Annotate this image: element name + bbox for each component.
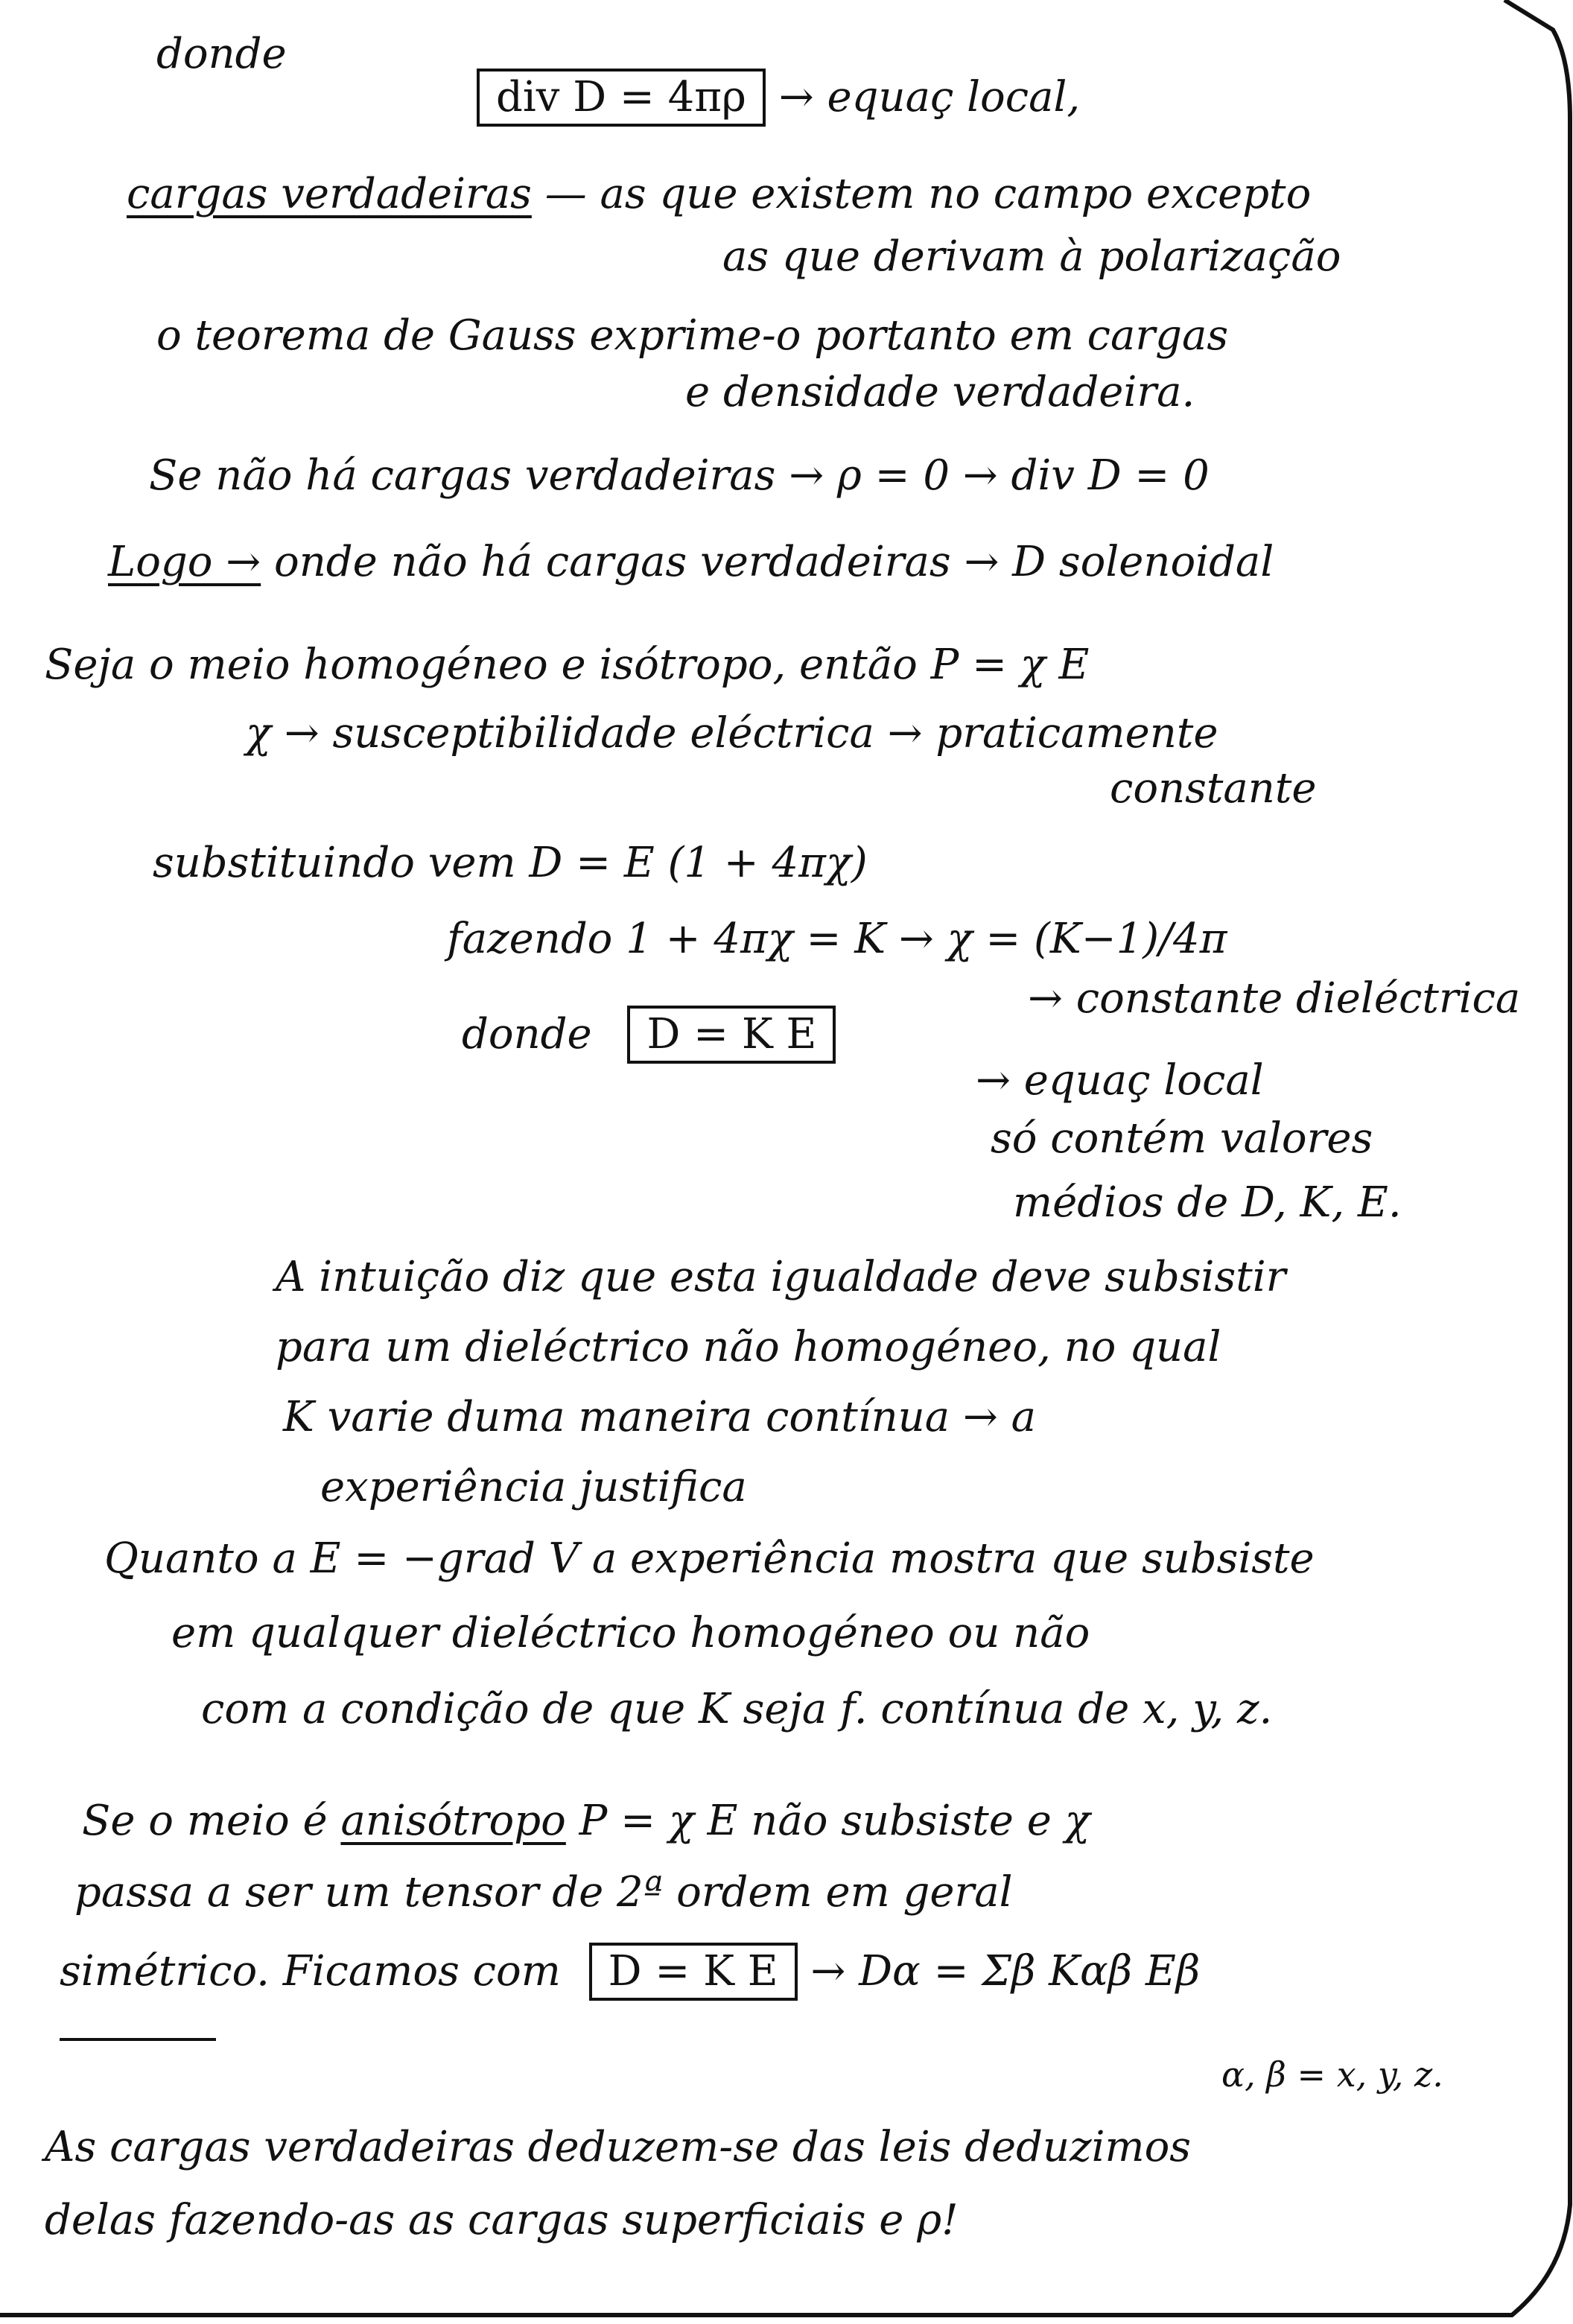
note-line-8 [108, 538, 1274, 587]
note-line-19: A intuição diz que esta igualdade deve subsistir [276, 1253, 1286, 1301]
note-line-3 [127, 170, 1311, 219]
note-text: — as que existem no campo excepto [544, 170, 1312, 218]
note-line-14: → constante dieléctrica [1028, 974, 1521, 1023]
note-line-16: → equaç local [976, 1056, 1264, 1105]
equation-box-d-k-e: D = K E [627, 1006, 836, 1064]
note-text-underlined: cargas verdadeiras [127, 170, 532, 218]
note-line-18: médios de D, K, E. [1013, 1178, 1402, 1227]
note-line-31: delas fazendo-as as cargas superficiais e ρ! [45, 2196, 959, 2244]
note-line-24: em qualquer dieléctrico homogéneo ou não [171, 1609, 1090, 1657]
note-line-13: fazendo 1 + 4πχ = K → χ = (K−1)/4π [447, 915, 1227, 963]
note-line-26 [82, 1797, 1090, 1846]
equation-box-d-k-e-2: D = K E [589, 1943, 798, 2001]
note-line-25: com a condição de que K seja f. contínua de x, y, z. [201, 1685, 1273, 1733]
note-line-22: experiência justifica [320, 1463, 747, 1511]
note-line-11: constante [1110, 764, 1317, 813]
note-line-9: Seja o meio homogéneo e isótropo, então P = χ E [45, 641, 1090, 689]
note-line-12: substituindo vem D = E (1 + 4πχ) [153, 839, 868, 887]
note-text: onde não há cargas verdadeiras → D solenoidal [274, 538, 1274, 586]
note-text: donde [462, 1010, 592, 1058]
note-text: P = χ E não subsiste e χ [579, 1797, 1090, 1845]
note-line-20: para um dieléctrico não homogéneo, no qual [276, 1323, 1221, 1371]
note-line-6: e densidade verdadeira. [685, 368, 1195, 416]
note-line-1: donde [156, 30, 287, 78]
note-text-underlined: anisótropo [340, 1797, 566, 1845]
note-line-4: as que derivam à polarização [722, 232, 1341, 281]
note-text: simétrico. Ficamos com [60, 1947, 561, 1996]
note-line-17: só contém valores [991, 1114, 1373, 1163]
note-line-30: As cargas verdadeiras deduzem-se das leis deduzimos [45, 2123, 1192, 2171]
note-text-underlined: Logo → [108, 538, 261, 586]
note-line-15 [462, 1006, 836, 1064]
divider-line [60, 2038, 216, 2041]
note-line-28 [60, 1943, 1200, 2001]
note-line-29: α, β = x, y, z. [1221, 2054, 1443, 2095]
note-line-10: χ → susceptibilidade eléctrica → praticamente [246, 709, 1218, 758]
note-line-23: Quanto a E = −grad V a experiência mostra que subsiste [104, 1534, 1315, 1583]
note-text: Se o meio é [82, 1797, 328, 1845]
note-line-5: o teorema de Gauss exprime-o portanto em cargas [156, 311, 1229, 360]
note-text: → Dα = Σβ Kαβ Eβ [810, 1947, 1201, 1996]
note-line-7: Se não há cargas verdadeiras → ρ = 0 → div D = 0 [149, 451, 1210, 500]
equation-box-div-d: div D = 4πρ [477, 69, 766, 127]
note-line-27: passa a ser um tensor de 2ª ordem em geral [74, 1868, 1013, 1917]
note-line-21: K varie duma maneira contínua → a [283, 1393, 1037, 1441]
note-line-2 [477, 69, 1080, 127]
note-text: → equaç local, [778, 73, 1081, 121]
